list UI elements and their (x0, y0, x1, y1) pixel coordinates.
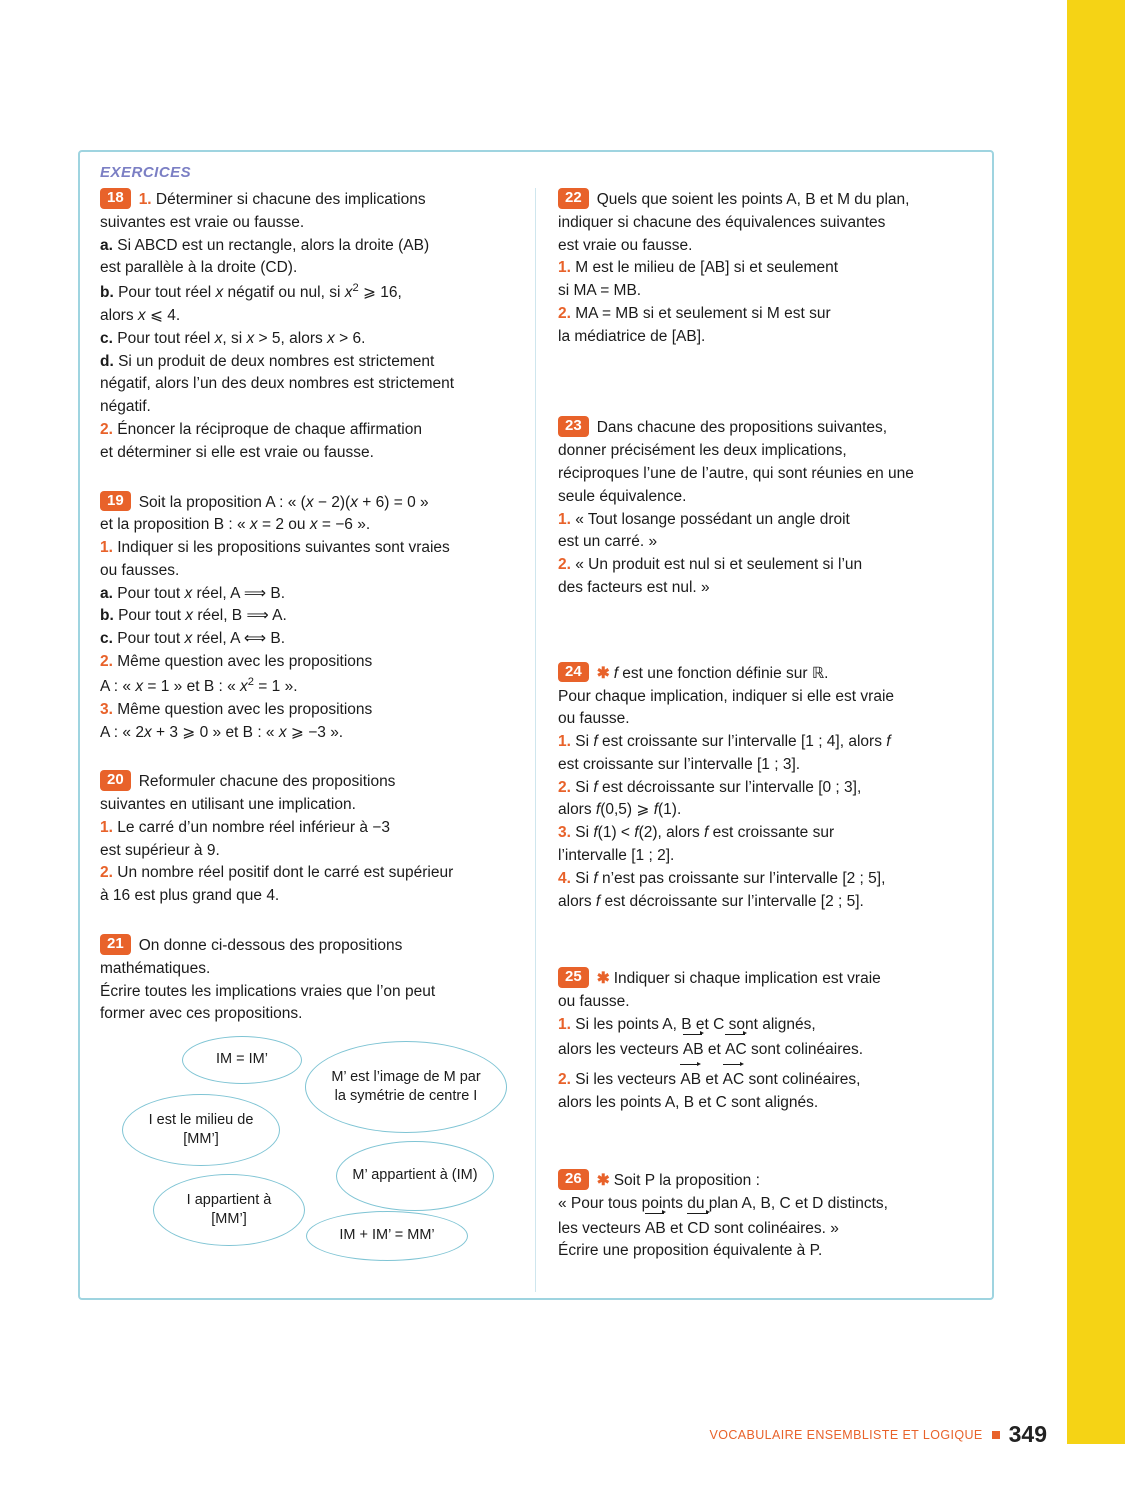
exercise-26-line-2: « Pour tous points du plan A, B, C et D distincts, (558, 1194, 888, 1212)
exercise-19-line-11: A : « 2x + 3 ⩾ 0 » et B : « x ⩾ −3 ». (100, 723, 344, 741)
exercise-number-26: 26 (558, 1169, 589, 1190)
exercise-25-l4-e: sont colinéaires. (751, 1040, 864, 1058)
exercise-24-line-7: alors f(0,5) ⩾ f(1). (558, 801, 682, 819)
proposition-bubble-6: IM + IM’ = MM’ (306, 1211, 468, 1261)
exercise-26-l3-e: sont colinéaires. » (713, 1219, 839, 1237)
exercise-18-line-12: et déterminer si elle est vraie ou fausse. (100, 443, 374, 461)
exercise-19-line-5: a. Pour tout x réel, A ⟹ B. (100, 584, 286, 602)
propositions-diagram (100, 1036, 509, 1266)
vector-ab: AB (645, 1216, 666, 1241)
proposition-bubble-2: M’ est l’image de M par la symétrie de centre I (305, 1041, 507, 1133)
page-footer (709, 1421, 1047, 1448)
exercise-24-line-5: est croissante sur l’intervalle [1 ; 3]. (558, 755, 801, 773)
exercise-19-line-2: et la proposition B : « x = 2 ou x = −6 ». (100, 516, 371, 534)
exercise-25-l4-c: et (707, 1040, 721, 1058)
exercise-19 (100, 491, 509, 745)
exercise-25-line-2: ou fausse. (558, 993, 630, 1011)
exercise-25-line-5: 2. Si les vecteurs AB et AC sont colinéaires, (558, 1067, 968, 1092)
exercise-20-line-4: est supérieur à 9. (100, 841, 220, 859)
exercise-20-line-6: à 16 est plus grand que 4. (100, 887, 280, 905)
exercise-26-line-3 (558, 1216, 968, 1241)
exercise-24-line-2: Pour chaque implication, indiquer si elle est vraie (558, 687, 895, 705)
vector-ac: AC (723, 1067, 745, 1092)
exercise-26 (558, 1169, 968, 1263)
exercise-number-21: 21 (100, 934, 131, 955)
exercise-23-line-3: réciproques l’une de l’autre, qui sont réunies en une (558, 465, 914, 483)
exercise-21-line-4: former avec ces propositions. (100, 1005, 303, 1023)
exercise-19-line-7: c. Pour tout x réel, A ⟺ B. (100, 630, 286, 648)
exercise-18-line-6: alors x ⩽ 4. (100, 307, 181, 325)
proposition-bubble-4: M’ appartient à (IM) (336, 1141, 494, 1211)
exercise-23-line-7: 2. « Un produit est nul si et seulement si l’un (558, 556, 863, 574)
exercise-22 (558, 188, 968, 348)
exercise-25-line-3: 1. Si les points A, B et C sont alignés, (558, 1015, 816, 1033)
exercise-21-line-1: On donne ci-dessous des propositions (138, 936, 403, 954)
exercise-20-line-5: 2. Un nombre réel positif dont le carré est supérieur (100, 864, 454, 882)
exercise-26-l3-a: les vecteurs (558, 1219, 641, 1237)
section-title: EXERCICES (100, 164, 192, 181)
vector-cd: CD (687, 1216, 709, 1241)
exercise-18-line-10: négatif. (100, 398, 151, 416)
exercise-number-23: 23 (558, 416, 589, 437)
exercise-18-line-11: 2. Énoncer la réciproque de chaque affirmation (100, 420, 422, 438)
difficulty-star-icon: ✱ (596, 970, 610, 988)
right-column (536, 188, 994, 1292)
page-edge-band (1067, 0, 1125, 1444)
vector-ab: AB (683, 1037, 704, 1062)
exercise-22-line-4: 1. M est le milieu de [AB] si et seulement (558, 259, 838, 277)
left-column (78, 188, 536, 1292)
exercise-23-line-6: est un carré. » (558, 533, 658, 551)
vector-ab: AB (680, 1067, 701, 1092)
exercise-number-18: 18 (100, 188, 131, 209)
exercise-20-line-1: Reformuler chacune des propositions (138, 773, 396, 791)
exercise-19-line-3: 1. Indiquer si les propositions suivantes sont vraies (100, 539, 450, 557)
exercise-18-line-8: d. Si un produit de deux nombres est strictement (100, 352, 435, 370)
exercise-19-line-10: 3. Même question avec les propositions (100, 700, 373, 718)
difficulty-star-icon: ✱ (596, 664, 610, 682)
difficulty-star-icon: ✱ (596, 1172, 610, 1189)
proposition-bubble-3: I est le milieu de [MM’] (122, 1094, 280, 1166)
exercise-24 (558, 662, 968, 914)
vector-ac: AC (725, 1037, 747, 1062)
proposition-bubble-5: I appartient à [MM’] (153, 1174, 305, 1246)
exercise-26-l3-c: et (670, 1219, 683, 1237)
exercises-columns (78, 188, 994, 1292)
exercise-18-line-1: 1. Déterminer si chacune des implications (138, 191, 426, 208)
exercise-20-line-2: suivantes en utilisant une implication. (100, 796, 356, 814)
exercise-26-line-4: Écrire une proposition équivalente à P. (558, 1242, 823, 1260)
exercise-number-25: 25 (558, 967, 589, 988)
exercise-18-line-2: suivantes est vraie ou fausse. (100, 213, 305, 231)
proposition-bubble-1: IM = IM’ (182, 1036, 302, 1084)
exercise-24-line-3: ou fausse. (558, 710, 630, 728)
exercise-number-20: 20 (100, 770, 131, 791)
exercise-number-19: 19 (100, 491, 131, 512)
exercise-25 (558, 967, 968, 1115)
exercise-25-l4-a: alors les vecteurs (558, 1040, 679, 1058)
exercise-21-line-3: Écrire toutes les implications vraies que l’on peut (100, 982, 436, 1000)
page-number: 349 (1008, 1421, 1047, 1447)
exercise-19-line-4: ou fausses. (100, 561, 180, 579)
exercise-23-line-4: seule équivalence. (558, 487, 687, 505)
exercise-19-line-8: 2. Même question avec les propositions (100, 653, 373, 670)
exercise-25-l5-a: Si les vecteurs (575, 1071, 677, 1089)
exercise-22-line-7: la médiatrice de [AB]. (558, 327, 706, 345)
exercise-18-line-7: c. Pour tout réel x, si x > 5, alors x > 6. (100, 329, 366, 347)
exercise-24-line-10: 4. Si f n’est pas croissante sur l’intervalle [2 ; 5], (558, 869, 886, 887)
exercise-23-line-5: 1. « Tout losange possédant un angle droit (558, 510, 850, 528)
exercise-24-line-1: f est une fonction définie sur ℝ. (613, 664, 829, 682)
exercise-22-line-1: Quels que soient les points A, B et M du plan, (596, 191, 910, 208)
exercise-24-line-4: 1. Si f est croissante sur l’intervalle [1 ; 4], alors f (558, 733, 891, 751)
exercise-23 (558, 416, 968, 599)
chapter-title: VOCABULAIRE ENSEMBLISTE ET LOGIQUE (709, 1427, 983, 1442)
exercise-21 (100, 934, 509, 1266)
exercise-22-line-6: 2. MA = MB si et seulement si M est sur (558, 304, 831, 322)
exercise-25-line-6: alors les points A, B et C sont alignés. (558, 1094, 819, 1112)
exercise-23-line-2: donner précisément les deux implications, (558, 442, 847, 460)
exercise-22-line-3: est vraie ou fausse. (558, 236, 693, 254)
exercise-23-line-8: des facteurs est nul. » (558, 578, 710, 596)
exercise-24-line-6: 2. Si f est décroissante sur l’intervalle [0 ; 3], (558, 778, 862, 796)
exercise-number-24: 24 (558, 662, 589, 683)
exercise-19-line-9: A : « x = 1 » et B : « $x^2 = 1$ ». (100, 675, 298, 695)
exercise-21-line-2: mathématiques. (100, 959, 211, 977)
exercise-25-l5-e: sont colinéaires, (748, 1071, 861, 1089)
exercise-18-line-3: a. Si ABCD est un rectangle, alors la droite (AB) (100, 236, 430, 254)
exercise-18-line-5: b. Pour tout réel x négatif ou nul, si $x^2$ ⩾ 16, (100, 282, 402, 302)
exercise-18 (100, 188, 509, 465)
exercise-18-line-9: négatif, alors l’un des deux nombres est strictement (100, 375, 455, 393)
exercise-22-line-5: si MA = MB. (558, 282, 642, 300)
exercise-23-line-1: Dans chacune des propositions suivantes, (596, 419, 888, 437)
exercise-25-line-4 (558, 1037, 968, 1062)
exercise-26-line-1: Soit P la proposition : (613, 1172, 760, 1189)
square-bullet-icon (992, 1431, 1000, 1439)
exercise-25-line-1: Indiquer si chaque implication est vraie (613, 970, 881, 988)
exercise-20-line-3: 1. Le carré d’un nombre réel inférieur à −3 (100, 818, 390, 836)
exercise-24-line-9: l’intervalle [1 ; 2]. (558, 846, 675, 864)
exercise-20 (100, 770, 509, 908)
exercise-number-22: 22 (558, 188, 589, 209)
exercise-25-l5-c: et (705, 1071, 719, 1089)
exercise-24-line-8: 3. Si f(1) < f(2), alors f est croissante sur (558, 824, 835, 842)
exercise-22-line-2: indiquer si chacune des équivalences suivantes (558, 213, 886, 231)
exercise-19-line-1: Soit la proposition A : « (x − 2)(x + 6) = 0 » (138, 493, 429, 511)
exercise-19-line-6: b. Pour tout x réel, B ⟹ A. (100, 607, 287, 625)
exercise-24-line-11: alors f est décroissante sur l’intervalle [2 ; 5]. (558, 892, 864, 910)
exercise-18-line-4: est parallèle à la droite (CD). (100, 259, 298, 277)
